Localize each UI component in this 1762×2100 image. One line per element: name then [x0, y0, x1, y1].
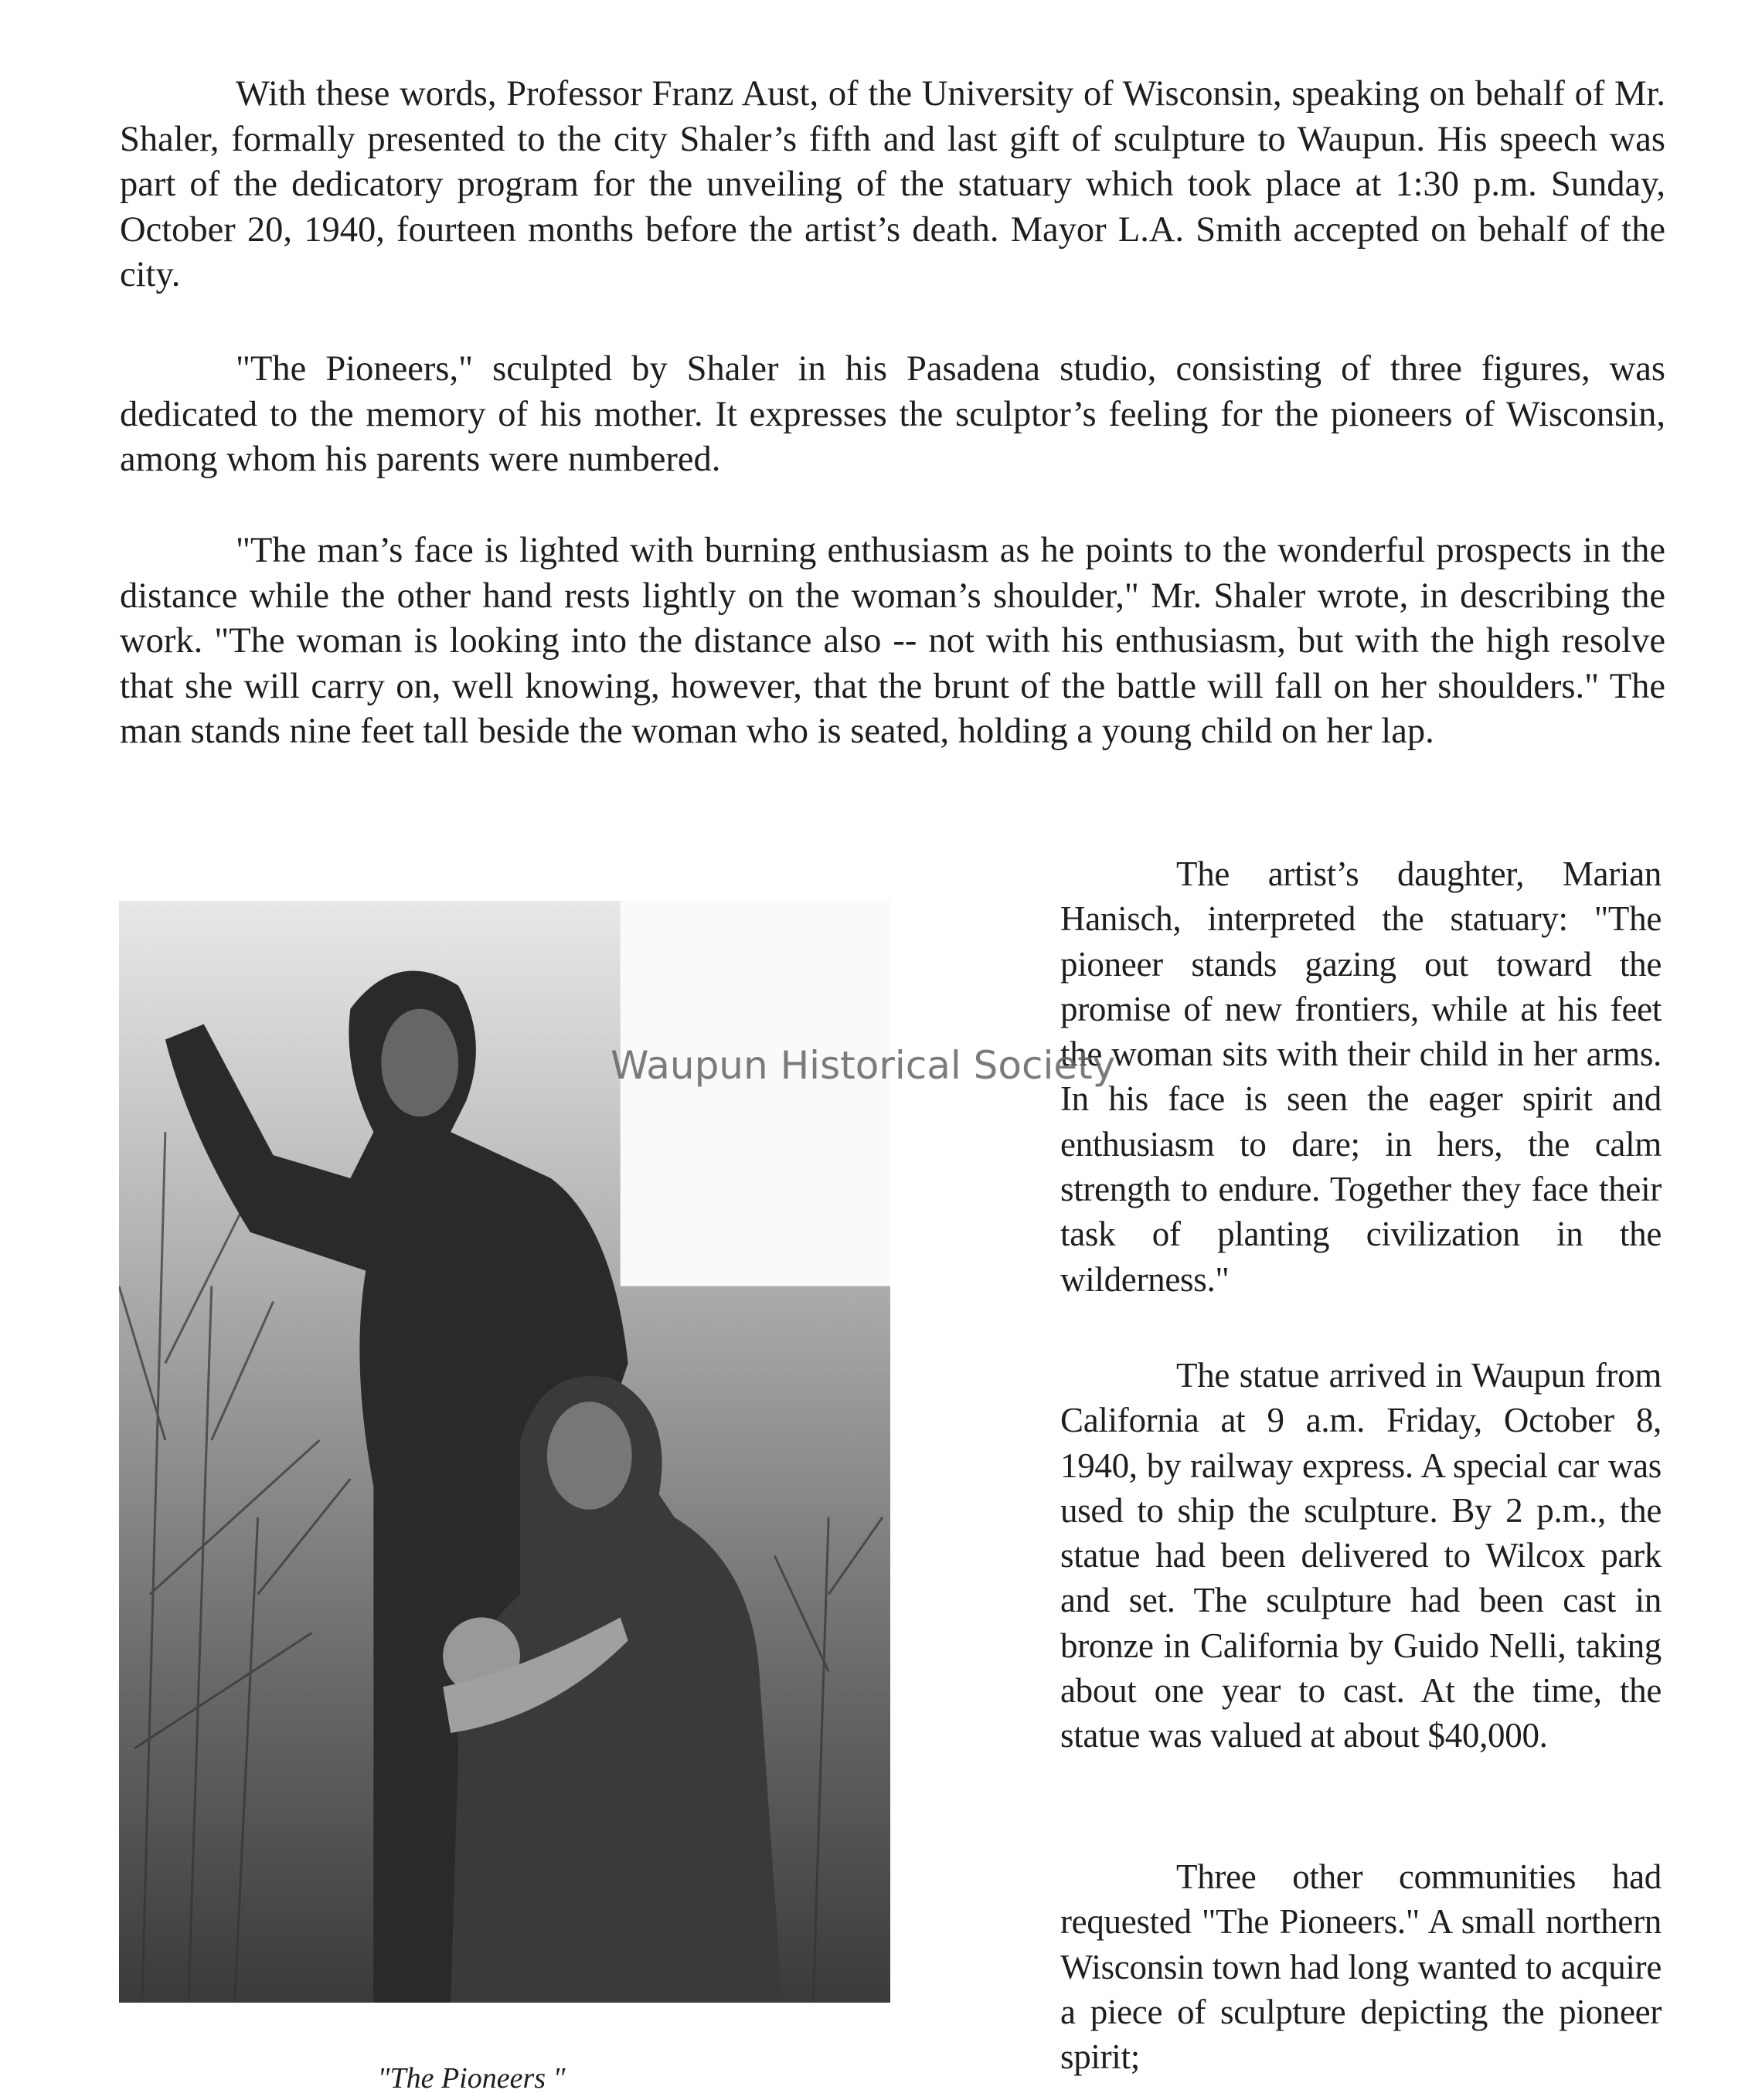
paragraph-shaler-quote: "The man’s face is lighted with burning enthusiasm as he points to the wonderful prospects in the distance while the other hand rests lightly on the woman’s shoulder," Mr. Shaler wrote, in describing the work. "The woman is looking into the distance also -- not with his enthusiasm, but with the high resolve that she will carry on, well knowing, however, that the brunt of the battle will fall on her shoulders." The man stands nine feet tall beside the woman who is seated, holding a young child on her lap. — [120, 531, 1665, 751]
paragraph-dedication: With these words, Professor Franz Aust, of the University of Wisconsin, speaking on behalf of Mr. Shaler, formally presented to the city Shaler’s fifth and last gift of sculpture to Waupun. His speech was part of the dedicatory program for the unveiling of the statuary which took place at 1:30 p.m. Sunday, October 20, 1940, fourteen months before the artist’s death. Mayor L.A. Smith accepted on behalf of the city. — [120, 74, 1665, 294]
paragraph-pioneers-description: "The Pioneers," sculpted by Shaler in his Pasadena studio, consisting of three figures, was dedicated to the memory of his mother. It expresses the sculptor’s feeling for the pioneers of Wisconsin, among whom his parents were numbered. — [120, 349, 1665, 479]
paragraph-statue-arrival: The statue arrived in Waupun from California at 9 a.m. Friday, October 8, 1940, by railway express. A special car was used to ship the sculpture. By 2 p.m., the statue had been delivered to Wilcox park and set. The sculpture had been cast in bronze in California by Guido Nelli, taking about one year to cast. At the time, the statue was valued at about $40,000. — [1060, 1356, 1662, 1755]
photo-caption: "The Pioneers " — [377, 2062, 566, 2095]
paragraph-daughter-interpretation: The artist’s daughter, Marian Hanisch, interpreted the statuary: "The pioneer stands gazing out toward the promise of new frontiers, while at his feet the woman sits with their child in her arms. In his face is seen the eager spirit and enthusiasm to dare; in hers, the calm strength to endure. Together they face their task of planting civilization in the wilderness." — [1060, 855, 1662, 1299]
watermark: Waupun Historical Society — [611, 1043, 1116, 1088]
paragraph-other-communities: Three other communities had requested "The Pioneers." A small northern Wisconsin town had long wanted to acquire a piece of sculpture depicting the pioneer spirit; — [1060, 1857, 1662, 2077]
